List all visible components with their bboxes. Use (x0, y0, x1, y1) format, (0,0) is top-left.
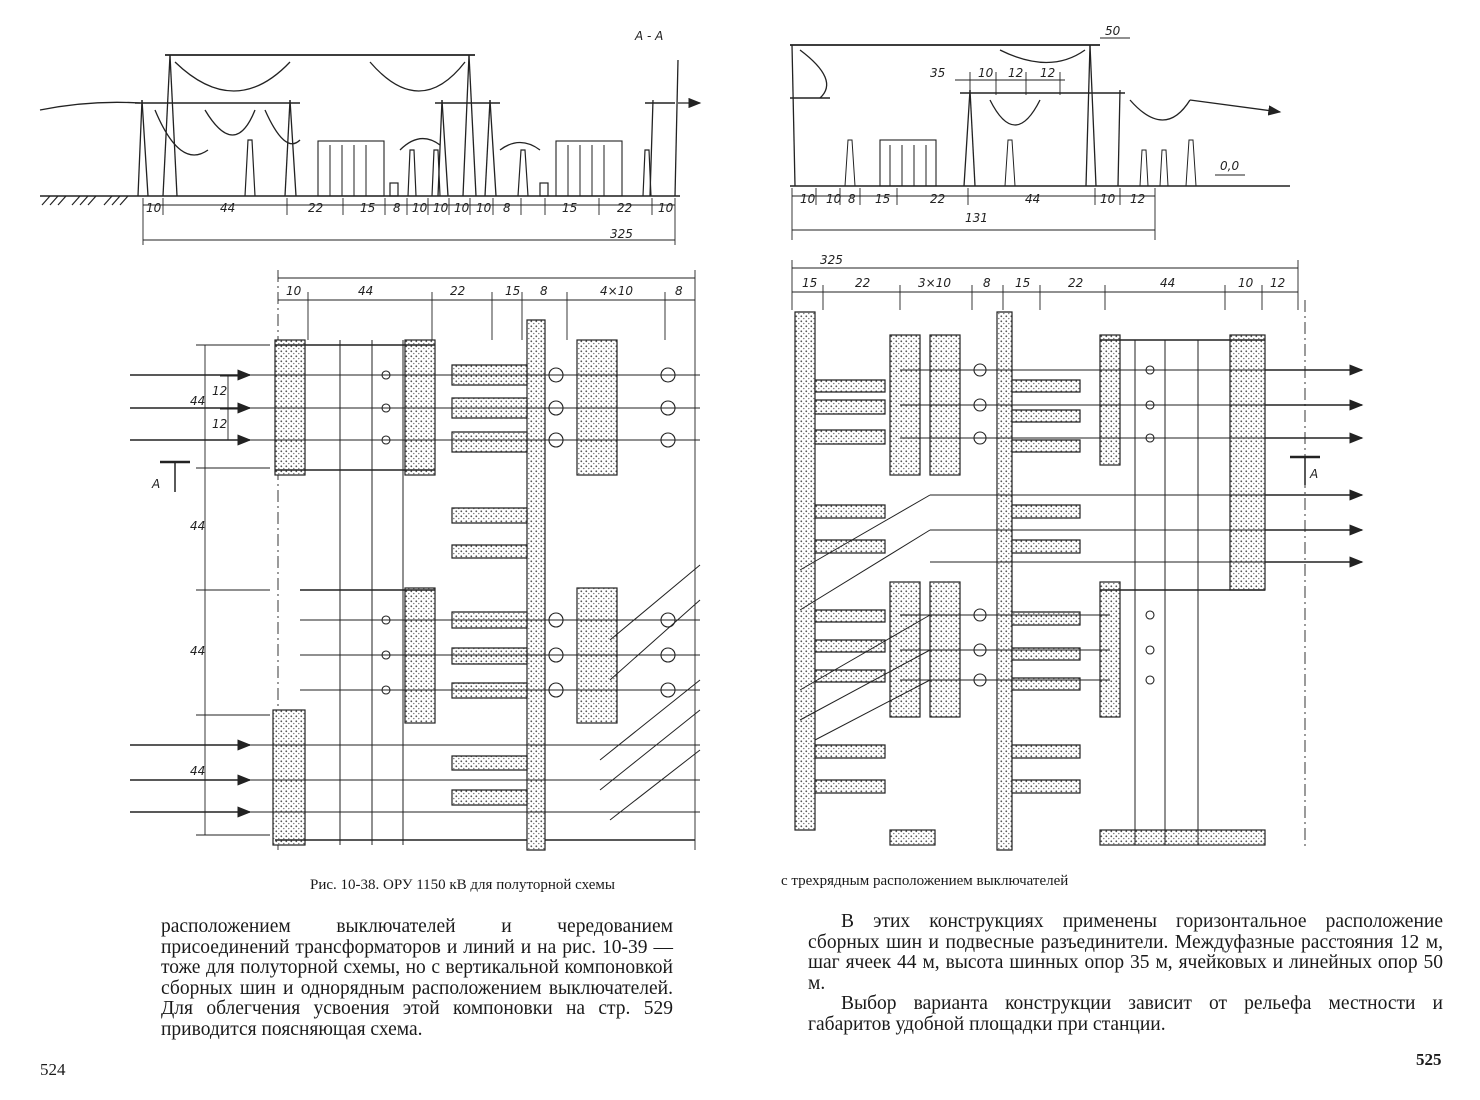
dim-label: 10 (800, 192, 816, 206)
dim-label: 10 (412, 201, 428, 215)
dim-label: 50 (1105, 24, 1121, 38)
dim-label: 15 (875, 192, 891, 206)
dim-label: 22 (308, 201, 324, 215)
dim-label: 15 (802, 276, 818, 290)
dim-label: 12 (1130, 192, 1146, 206)
dim-label: 12 (1270, 276, 1286, 290)
left-elevation (40, 55, 700, 245)
dim-label: 12 (1008, 66, 1024, 80)
dim-label: 8 (503, 201, 511, 215)
dim-label: 44 (220, 201, 236, 215)
section-marker-label: А (152, 477, 161, 491)
right-paragraph: Выбор варианта конструкции зависит от рельефа местности и габаритов удобной площадки при станции. (808, 993, 1443, 1035)
dim-label: 44 (1160, 276, 1176, 290)
dim-label: 12 (212, 384, 228, 398)
dim-label: 44 (190, 764, 206, 778)
dim-label: 8 (848, 192, 856, 206)
right-text (808, 912, 1443, 1035)
dim-label: 8 (393, 201, 401, 215)
dim-label: 22 (617, 201, 633, 215)
dim-label: 22 (855, 276, 871, 290)
dim-label: 44 (190, 394, 206, 408)
dim-label: 44 (190, 519, 206, 533)
right-paragraph: В этих конструкциях применены горизонтальное расположение сборных шин и подвесные разъединители. Междуфазные расстояния 12 м, шаг ячеек 44 м, высота шинных опор 35 м, ячейковых и линейных опор 50 м. (808, 911, 1443, 994)
dim-label: 10 (454, 201, 470, 215)
dim-label: 8 (983, 276, 991, 290)
dim-label: 44 (358, 284, 374, 298)
figure-caption-continued: с трехрядным расположением выключателей (781, 873, 1069, 889)
dim-label: 325 (820, 253, 843, 267)
dim-label: 10 (658, 201, 674, 215)
page-number: 524 (40, 1060, 66, 1079)
dim-label: 4×10 (600, 284, 633, 298)
dim-label: 10 (1238, 276, 1254, 290)
left-paragraph: расположением выключателей и чередованием присоединений трансформаторов и линий и на рис. 10-39 — тоже для полуторной схемы, но с вертикальной компоновкой сборных шин и однорядным расположением выключателей. Для облегчения усвоения этой компоновки на стр. 529 приводится поясняющая схема. (161, 916, 673, 1040)
dim-label: 12 (212, 417, 228, 431)
dim-label: 12 (1040, 66, 1056, 80)
dim-label: 22 (930, 192, 946, 206)
dim-label: 10 (826, 192, 842, 206)
dim-label: 131 (965, 211, 988, 225)
dim-label: 325 (610, 227, 633, 241)
dim-label: 44 (1025, 192, 1041, 206)
figure-caption: Рис. 10-38. ОРУ 1150 кВ для полуторной схемы (310, 877, 615, 893)
left-plan (130, 270, 700, 850)
dim-label: 10 (1100, 192, 1116, 206)
dim-label: 8 (675, 284, 683, 298)
dim-label: 22 (1068, 276, 1084, 290)
dim-label: 15 (505, 284, 521, 298)
dim-label: 10 (146, 201, 162, 215)
dim-label: 3×10 (918, 276, 951, 290)
dim-label: 15 (562, 201, 578, 215)
dim-label: 35 (930, 66, 946, 80)
dim-label: 10 (978, 66, 994, 80)
dim-label: 15 (1015, 276, 1031, 290)
section-marker-label: А (1310, 467, 1319, 481)
section-label: А - А (635, 29, 664, 43)
dim-label: 10 (286, 284, 302, 298)
dim-label: 22 (450, 284, 466, 298)
dim-label: 10 (433, 201, 449, 215)
dim-label: 15 (360, 201, 376, 215)
right-plan (792, 260, 1362, 850)
dim-label: 44 (190, 644, 206, 658)
level-label: 0,0 (1220, 159, 1240, 173)
page-number: 525 (1416, 1050, 1442, 1069)
dim-label: 8 (540, 284, 548, 298)
left-elevation-dims (146, 29, 674, 241)
dim-label: 10 (476, 201, 492, 215)
